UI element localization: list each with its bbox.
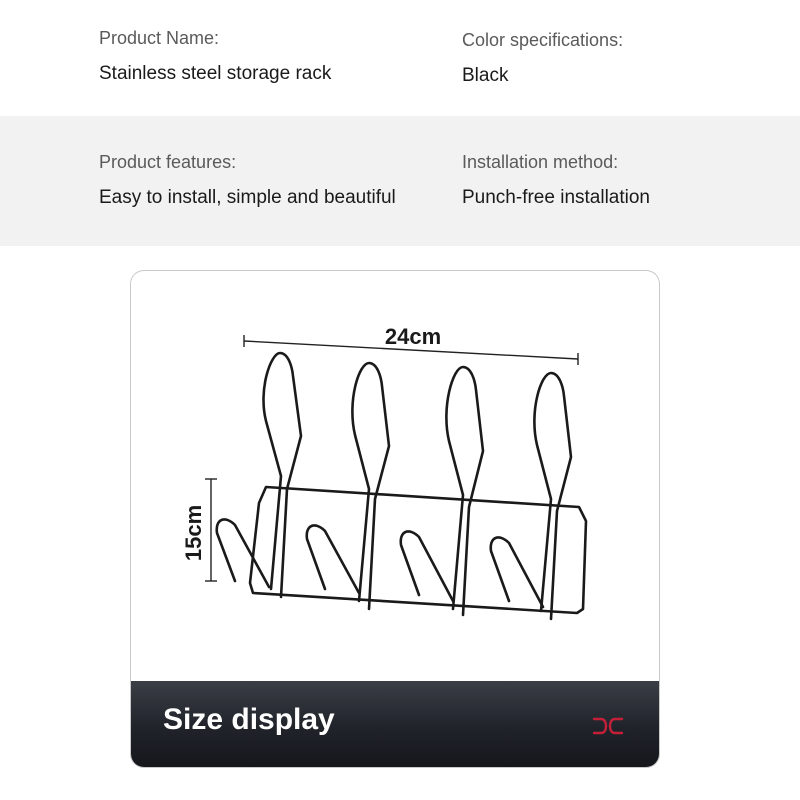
features-value: Easy to install, simple and beautiful <box>99 187 396 208</box>
brand-mark-icon <box>591 715 625 737</box>
spec-row-2 <box>0 116 800 246</box>
installation-block <box>462 152 650 209</box>
product-name-value: Stainless steel storage rack <box>99 63 332 84</box>
features-block <box>99 152 396 209</box>
rack-wire <box>217 353 586 619</box>
color-spec-block <box>462 30 623 87</box>
features-label: Product features: <box>99 152 237 172</box>
spec-row-1 <box>0 0 800 116</box>
height-dimension-label: 15cm <box>181 504 206 562</box>
product-name-label: Product Name: <box>99 28 220 48</box>
size-display-title: Size display <box>163 703 335 736</box>
product-name-block <box>99 28 331 85</box>
size-display-card <box>130 270 660 768</box>
color-spec-value: Black <box>462 65 509 86</box>
size-display-footer <box>131 681 659 767</box>
rack-illustration <box>131 271 659 681</box>
width-dimension-label: 24cm <box>384 324 442 349</box>
height-dimension-line <box>205 479 217 581</box>
installation-label: Installation method: <box>462 152 619 172</box>
color-spec-label: Color specifications: <box>462 30 624 50</box>
installation-value: Punch-free installation <box>462 187 650 208</box>
